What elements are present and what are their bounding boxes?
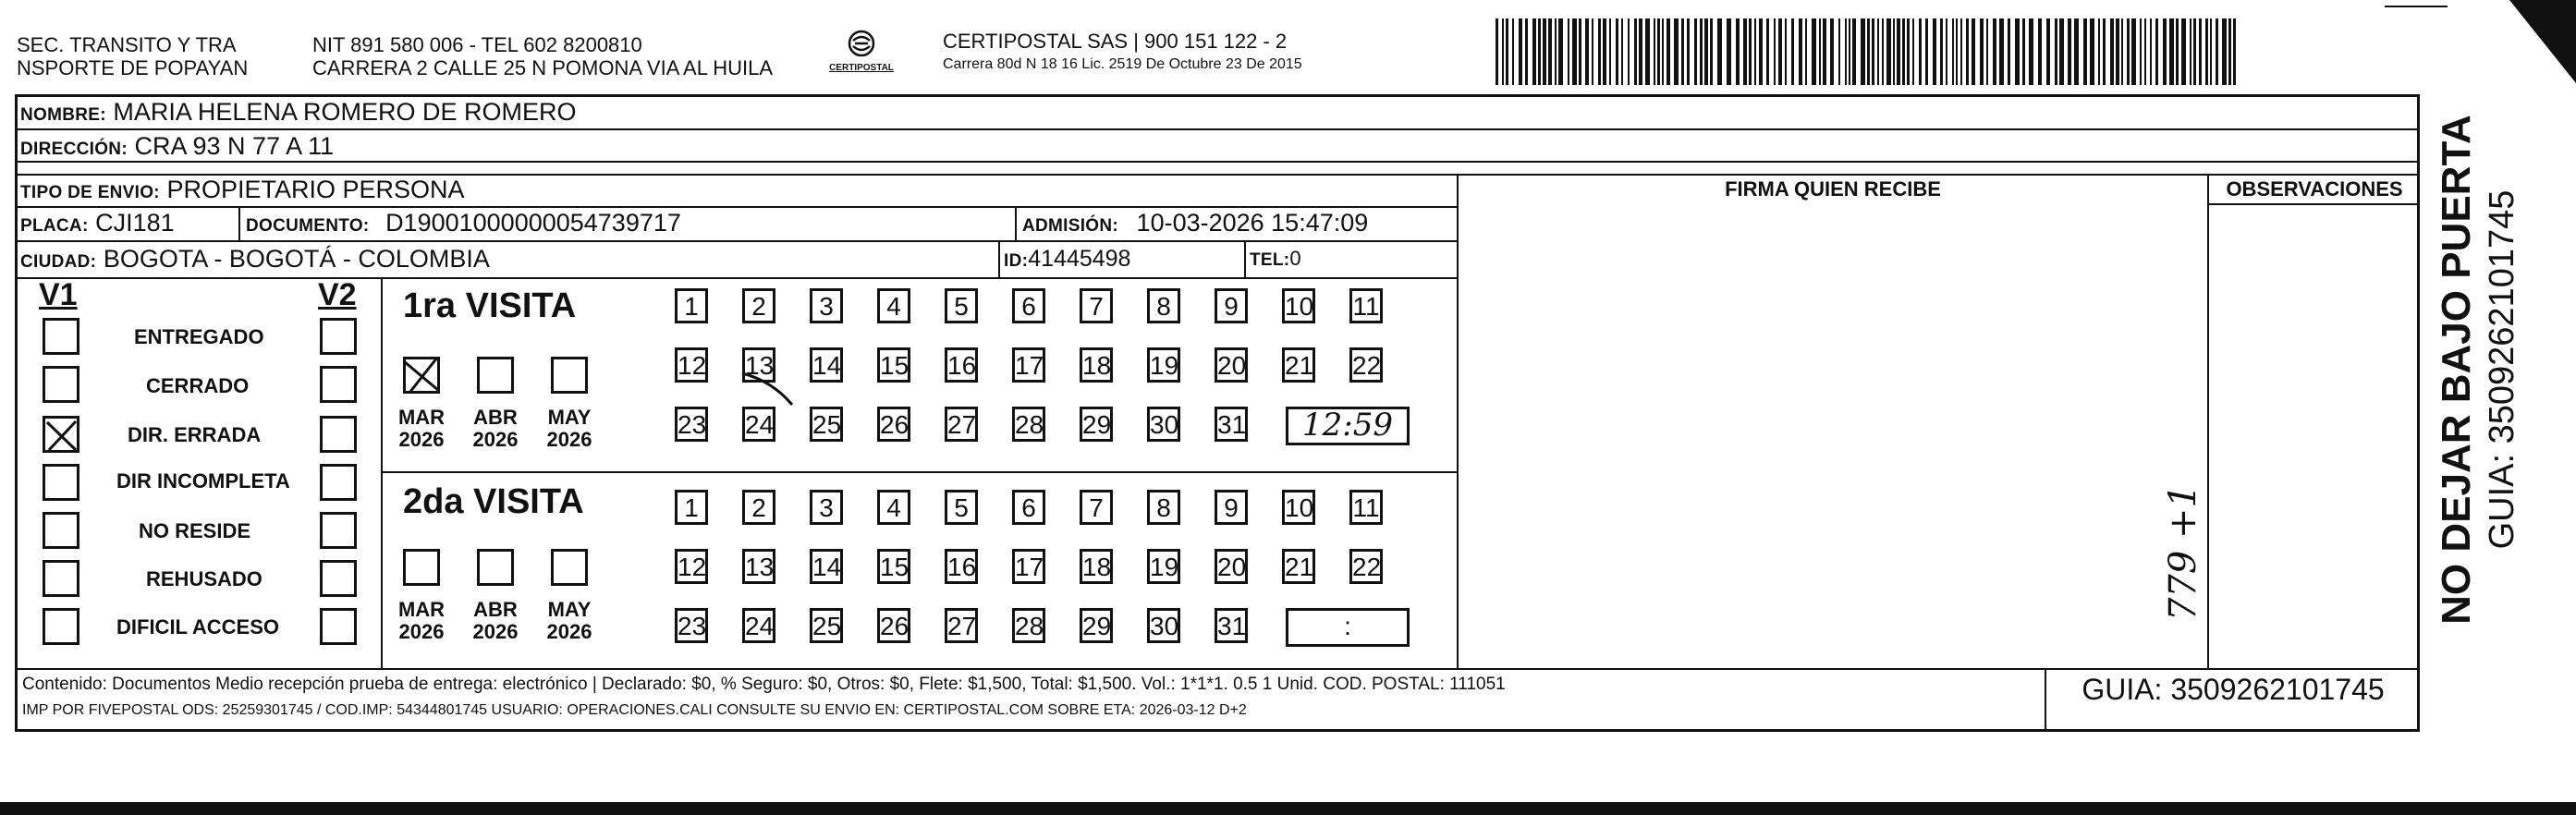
visit1-day-6[interactable]: 6 [1012,288,1045,323]
visit2-day-26[interactable]: 26 [877,608,910,643]
visit2-day-4[interactable]: 4 [877,490,910,525]
firma-header: FIRMA QUIEN RECIBE [1725,177,1941,201]
page-curl [2509,0,2576,92]
col-divider [1457,174,1459,668]
visit2-day-8[interactable]: 8 [1147,490,1180,525]
visit-divider [381,471,1459,473]
admision-label: ADMISIÓN: [1022,216,1119,236]
side-no-dejar: NO DEJAR BAJO PUERTA [2434,115,2479,625]
col-divider [998,240,1000,277]
footer-divider [15,668,2420,670]
visit2-may-label [537,599,602,643]
visit1-abr-checkbox[interactable] [477,357,514,394]
nombre-label: NOMBRE: [20,105,106,125]
sender-contact [312,33,773,79]
visit1-day-8[interactable]: 8 [1147,288,1180,323]
visit1-day-27[interactable]: 27 [945,407,978,442]
visit2-day-28[interactable]: 28 [1012,608,1045,643]
placa-value: CJI181 [95,209,175,237]
visit1-day-12[interactable]: 12 [675,347,708,383]
visit1-day-15[interactable]: 15 [877,347,910,383]
visit2-day-12[interactable]: 12 [675,549,708,584]
month-name: MAR [397,598,446,621]
visit1-day-4[interactable]: 4 [877,288,910,323]
visit2-day-22[interactable]: 22 [1349,549,1383,584]
visit1-day-11[interactable]: 11 [1349,288,1383,323]
col-divider [1015,206,1017,240]
tipo-label: TIPO DE ENVIO: [20,183,160,202]
col-divider [381,277,383,668]
status-no-reside: NO RESIDE [139,519,251,542]
visit1-day-3[interactable]: 3 [810,288,843,323]
visit2-day-14[interactable]: 14 [810,549,843,584]
month-year: 2026 [398,620,445,643]
row-divider [2209,203,2420,205]
visit2-title: 2da VISITA [403,482,584,521]
col-divider [238,206,240,240]
visit2-day-19[interactable]: 19 [1147,549,1180,584]
visit2-may-checkbox[interactable] [551,549,588,586]
visit1-day-30[interactable]: 30 [1147,407,1180,442]
footer-contents: Contenido: Documentos Medio recepción prueba de entrega: electrónico | Declarado: $0, % Seguro: $0, Otros: $0, Flete: $1,500, Total: $1,500. Vol.: 1*1*1. 0.5 1 Unid. COD. POSTAL: 111051 [22,675,1506,694]
nombre-row [20,96,576,131]
visit2-day-6[interactable]: 6 [1012,490,1045,525]
visit2-day-29[interactable]: 29 [1080,608,1113,643]
v2-no-reside-checkbox[interactable] [320,512,357,549]
placa-label: PLACA: [20,216,89,236]
visit1-day-9[interactable]: 9 [1215,288,1248,323]
visit2-day-2[interactable]: 2 [742,490,775,525]
visit2-day-7[interactable]: 7 [1080,490,1113,525]
v1-dificil-acceso-checkbox[interactable] [43,608,79,645]
direccion-value: CRA 93 N 77 A 11 [134,132,335,160]
v2-dificil-acceso-checkbox[interactable] [320,608,357,645]
placa-row [20,207,175,242]
col-divider [1244,240,1246,277]
tipo-value: PROPIETARIO PERSONA [166,176,465,203]
visit2-abr-checkbox[interactable] [477,549,514,586]
barcode [1496,18,2239,85]
tipo-row [20,174,465,209]
visit2-day-23[interactable]: 23 [675,608,708,643]
strike-mark [735,360,818,416]
check-x-icon [402,356,443,393]
visit1-day-1[interactable]: 1 [675,288,708,323]
month-year: 2026 [472,428,519,451]
visit2-day-31[interactable]: 31 [1215,608,1248,643]
ciudad-row [20,243,490,278]
visit1-day-24[interactable]: 24 [742,407,775,442]
visit1-time-box[interactable]: 12:59 [1286,407,1410,445]
visit1-day-22[interactable]: 22 [1349,347,1383,383]
v2-header: V2 [318,277,357,312]
visit1-day-5[interactable]: 5 [945,288,978,323]
status-rehusado: REHUSADO [146,567,262,590]
sender-line1: SEC. TRANSITO Y TRA [17,33,237,56]
tel-label: TEL: [1250,250,1290,270]
row-divider [15,161,2420,163]
month-year: 2026 [546,428,592,451]
visit1-day-26[interactable]: 26 [877,407,910,442]
col-divider [2045,668,2046,732]
v2-entregado-checkbox[interactable] [320,318,357,355]
bottom-edge [0,802,2576,815]
visit2-day-16[interactable]: 16 [945,549,978,584]
handwritten-note-text: 779 +1 [2162,483,2204,622]
visit1-day-21[interactable]: 21 [1282,347,1315,383]
v1-header: V1 [39,277,78,312]
logo-wordmark: CERTIPOSTAL [829,63,894,73]
visit2-day-9[interactable]: 9 [1215,490,1248,525]
visit1-day-7[interactable]: 7 [1080,288,1113,323]
visit1-day-16[interactable]: 16 [945,347,978,383]
visit2-time-box[interactable]: : [1286,608,1410,647]
nombre-value: MARIA HELENA ROMERO DE ROMERO [113,98,577,126]
visit2-day-17[interactable]: 17 [1012,549,1045,584]
month-name: MAY [547,406,592,429]
visit2-day-20[interactable]: 20 [1215,549,1248,584]
visit1-day-14[interactable]: 14 [810,347,843,383]
admision-row [1022,207,1368,242]
visit1-day-18[interactable]: 18 [1080,347,1113,383]
visit2-day-21[interactable]: 21 [1282,549,1315,584]
visit1-day-19[interactable]: 19 [1147,347,1180,383]
handwritten-note [2155,457,2211,642]
visit1-day-20[interactable]: 20 [1215,347,1248,383]
visit1-day-23[interactable]: 23 [675,407,708,442]
v1-cerrado-checkbox[interactable] [43,366,79,403]
company-line: CERTIPOSTAL SAS | 900 151 122 - 2 [943,30,1288,53]
observaciones-header: OBSERVACIONES [2226,177,2403,201]
documento-label: DOCUMENTO: [246,216,370,236]
visit2-day-13[interactable]: 13 [742,549,775,584]
v2-dir-errada-checkbox[interactable] [320,416,357,453]
direccion-row [20,130,334,165]
visit1-day-17[interactable]: 17 [1012,347,1045,383]
ciudad-label: CIUDAD: [20,252,97,272]
visit1-day-28[interactable]: 28 [1012,407,1045,442]
v1-no-reside-checkbox[interactable] [43,512,79,549]
status-dir-errada: DIR. ERRADA [128,423,262,446]
certipostal-logo [824,28,898,79]
v1-rehusado-checkbox[interactable] [43,560,79,597]
documento-value: D19001000000054739717 [385,209,681,237]
visit1-mar-label [389,407,454,451]
footer-guia: GUIA: 3509262101745 [2082,673,2385,706]
license-line: Carrera 80d N 18 16 Lic. 2519 De Octubre 23 De 2015 [943,56,1302,72]
ciudad-value: BOGOTA - BOGOTÁ - COLOMBIA [103,245,490,273]
direccion-label: DIRECCIÓN: [20,140,128,159]
tel-row [1250,243,1301,276]
status-dificil-acceso: DIFICIL ACCESO [116,615,280,639]
visit2-day-25[interactable]: 25 [810,608,843,643]
v2-rehusado-checkbox[interactable] [320,560,357,597]
visit2-day-11[interactable]: 11 [1349,490,1383,525]
visit2-day-5[interactable]: 5 [945,490,978,525]
status-cerrado: CERRADO [146,374,250,397]
month-year: 2026 [546,620,592,643]
sender-name [17,33,248,79]
admision-value: 10-03-2026 15:47:09 [1136,209,1369,237]
id-value: 41445498 [1028,246,1131,272]
visit1-title: 1ra VISITA [403,286,577,325]
visit2-day-3[interactable]: 3 [810,490,843,525]
status-entregado: ENTREGADO [134,325,264,348]
month-name: MAR [397,406,446,429]
company-info [943,30,1302,75]
corner-mark [2385,6,2448,7]
id-row [1004,243,1130,277]
visit2-mar-label [389,599,454,643]
visit1-day-29[interactable]: 29 [1080,407,1113,442]
visit2-day-10[interactable]: 10 [1282,490,1315,525]
visit1-day-31[interactable]: 31 [1215,407,1248,442]
documento-row [246,207,681,242]
visit2-day-30[interactable]: 30 [1147,608,1180,643]
check-x-icon [45,419,79,452]
visit2-day-18[interactable]: 18 [1080,549,1113,584]
visit2-day-24[interactable]: 24 [742,608,775,643]
month-name: MAY [547,598,592,621]
month-year: 2026 [398,428,445,451]
v2-dir-incompleta-checkbox[interactable] [320,464,357,501]
visit1-day-2[interactable]: 2 [742,288,775,323]
footer-imp: IMP POR FIVEPOSTAL ODS: 25259301745 / COD.IMP: 54344801745 USUARIO: OPERACIONES.CALI CONSULTE SU ENVIO EN: CERTIPOSTAL.COM SOBRE ETA: 2026-03-12 D+2 [22,702,1247,718]
visit2-day-27[interactable]: 27 [945,608,978,643]
v2-cerrado-checkbox[interactable] [320,366,357,403]
month-name: ABR [473,406,518,429]
v1-dir-incompleta-checkbox[interactable] [43,464,79,501]
side-notice [2433,92,2529,647]
nit-line: NIT 891 580 006 - TEL 602 8200810 [312,33,642,56]
visit2-day-1[interactable]: 1 [675,490,708,525]
sender-line2: NSPORTE DE POPAYAN [17,56,249,79]
month-year: 2026 [472,620,519,643]
id-label: ID: [1004,251,1029,271]
visit1-day-13[interactable]: 13 [742,347,775,383]
visit1-abr-label [463,407,528,451]
visit1-day-10[interactable]: 10 [1282,288,1315,323]
tel-value: 0 [1289,247,1301,270]
v1-entregado-checkbox[interactable] [43,318,79,355]
v1-dir-errada-checkbox[interactable] [43,416,79,453]
visit2-day-15[interactable]: 15 [877,549,910,584]
visit1-day-25[interactable]: 25 [810,407,843,442]
visit1-mar-checkbox[interactable] [403,357,440,394]
side-guia: GUIA: 3509262101745 [2483,189,2521,550]
month-name: ABR [473,598,518,621]
visit2-abr-label [463,599,528,643]
address-line: CARRERA 2 CALLE 25 N POMONA VIA AL HUILA [312,56,774,79]
visit2-mar-checkbox[interactable] [403,549,440,586]
status-dir-incompleta: DIR INCOMPLETA [116,469,290,493]
visit1-may-label [537,407,602,451]
visit1-may-checkbox[interactable] [551,357,588,394]
